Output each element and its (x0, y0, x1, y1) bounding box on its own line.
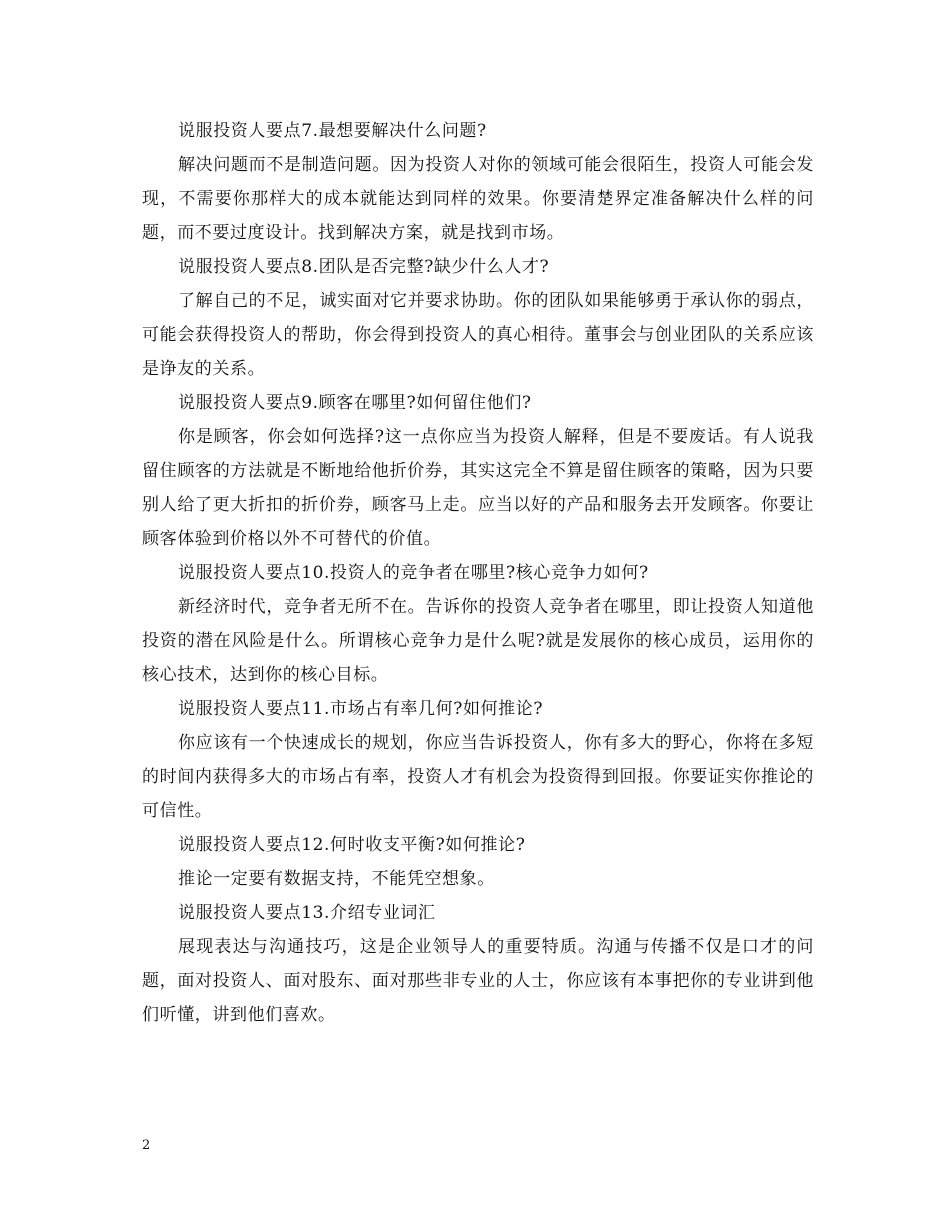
heading-point-7: 说服投资人要点7.最想要解决什么问题? (178, 121, 487, 141)
paragraph-point-7: 解决问题而不是制造问题。因为投资人对你的领域可能会很陌生，投资人可能会发现，不需要你那样大的成本就能达到同样的效果。你要清楚界定准备解决什么样的问题，而不要过度设计。找到解决方案，就是找到市场。 (142, 155, 814, 243)
paragraph-point-11: 你应该有一个快速成长的规划，你应当告诉投资人，你有多大的野心，你将在多短的时间内获得多大的市场占有率，投资人才有机会为投资得到回报。你要证实你推论的可信性。 (142, 733, 814, 821)
heading-point-13: 说服投资人要点13.介绍专业词汇 (178, 903, 436, 923)
paragraph-point-12: 推论一定要有数据支持，不能凭空想象。 (178, 869, 495, 889)
heading-point-12: 说服投资人要点12.何时收支平衡?如何推论? (178, 835, 526, 855)
paragraph-point-9: 你是顾客，你会如何选择?这一点你应当为投资人解释，但是不要废话。有人说我留住顾客的方法就是不断地给他折价券，其实这完全不算是留住顾客的策略，因为只要别人给了更大折扣的折价券，顾客马上走。应当以好的产品和服务去开发顾客。你要让顾客体验到价格以外不可替代的价值。 (142, 427, 814, 549)
heading-point-9: 说服投资人要点9.顾客在哪里?如何留住他们? (178, 393, 532, 413)
body-text (142, 114, 814, 1032)
paragraph-point-10: 新经济时代，竞争者无所不在。告诉你的投资人竞争者在哪里，即让投资人知道他投资的潜在风险是什么。所谓核心竞争力是什么呢?就是发展你的核心成员，运用你的核心技术，达到你的核心目标。 (142, 597, 814, 685)
heading-point-11: 说服投资人要点11.市场占有率几何?如何推论? (178, 699, 544, 719)
page-number: 2 (142, 1138, 151, 1153)
paragraph-point-13: 展现表达与沟通技巧，这是企业领导人的重要特质。沟通与传播不仅是口才的问题，面对投资人、面对股东、面对那些非专业的人士，你应该有本事把你的专业讲到他们听懂，讲到他们喜欢。 (142, 937, 814, 1025)
heading-point-10: 说服投资人要点10.投资人的竞争者在哪里?核心竞争力如何? (178, 563, 649, 583)
paragraph-point-8: 了解自己的不足，诚实面对它并要求协助。你的团队如果能够勇于承认你的弱点，可能会获得投资人的帮助，你会得到投资人的真心相待。董事会与创业团队的关系应该是诤友的关系。 (142, 291, 814, 379)
heading-point-8: 说服投资人要点8.团队是否完整?缺少什么人才? (178, 257, 550, 277)
